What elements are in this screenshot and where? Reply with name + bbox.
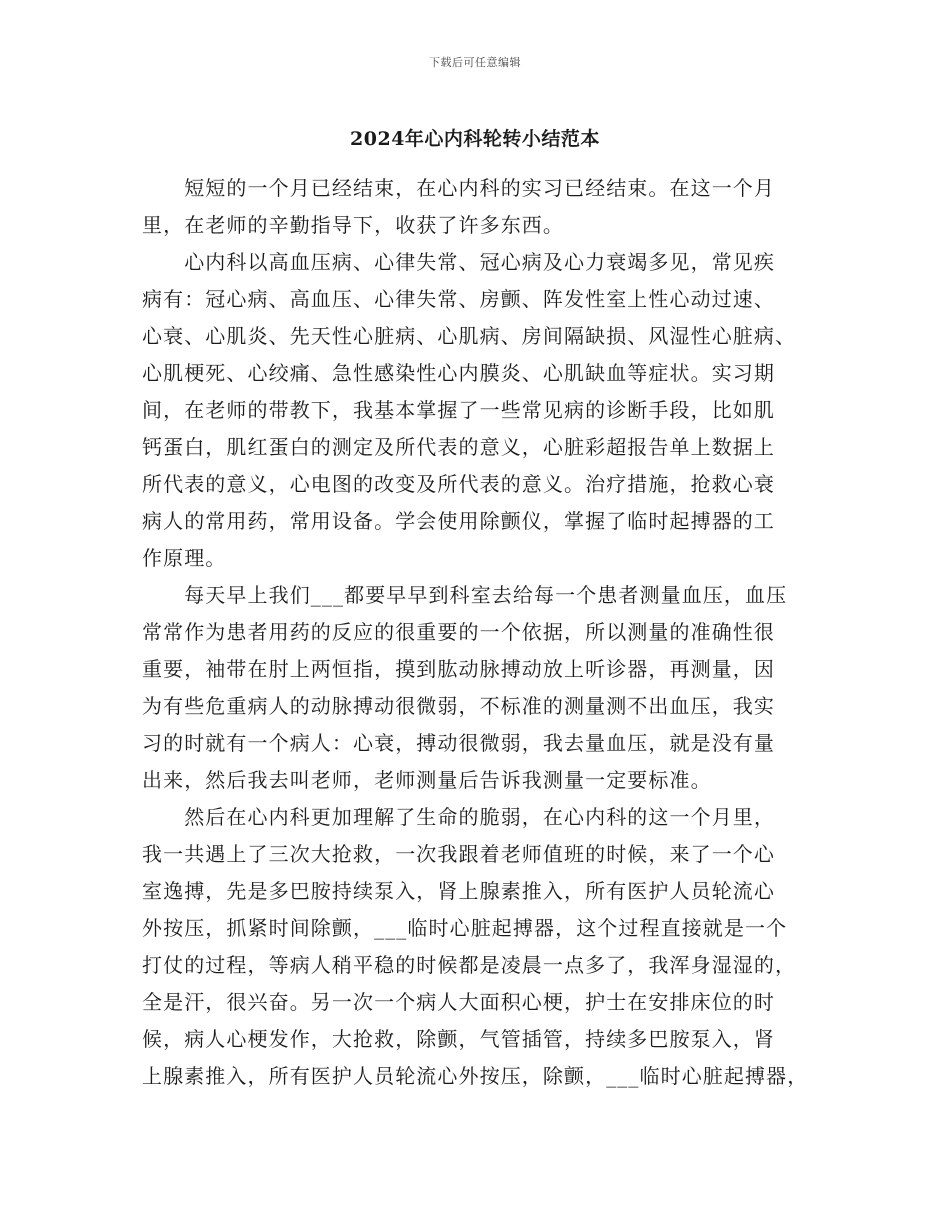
body-line: 病人的常用药，常用设备。学会使用除颤仪，掌握了临时起搏器的工 — [142, 509, 775, 533]
page-header-note: 下载后可任意编辑 — [429, 56, 521, 69]
document-title: 2024年心内科轮转小结范本 — [350, 128, 600, 150]
body-line: 打仗的过程，等病人稍平稳的时候都是凌晨一点多了，我浑身湿湿的， — [142, 953, 797, 977]
body-line: 常常作为患者用药的反应的很重要的一个依据，所以测量的准确性很 — [142, 620, 775, 644]
body-line: 病有：冠心病、高血压、心律失常、房颤、阵发性室上性心动过速、 — [142, 287, 775, 311]
body-line: 为有些危重病人的动脉搏动很微弱，不标准的测量测不出血压，我实 — [142, 694, 775, 718]
body-line: 钙蛋白，肌红蛋白的测定及所代表的意义，心脏彩超报告单上数据上 — [142, 435, 775, 459]
body-line: 所代表的意义，心电图的改变及所代表的意义。治疗措施，抢救心衰 — [142, 472, 775, 496]
body-line: 心内科以高血压病、心律失常、冠心病及心力衰竭多见，常见疾 — [142, 250, 775, 274]
body-line: 重要，袖带在肘上两恒指，摸到肱动脉搏动放上听诊器，再测量，因 — [142, 657, 775, 681]
body-line: 每天早上我们___都要早早到科室去给每一个患者测量血压，血压 — [142, 583, 788, 607]
body-line: 里，在老师的辛勤指导下，收获了许多东西。 — [142, 213, 564, 237]
body-line: 出来，然后我去叫老师，老师测量后告诉我测量一定要标准。 — [142, 768, 712, 792]
body-line: 然后在心内科更加理解了生命的脆弱，在心内科的这一个月里， — [142, 805, 775, 829]
body-line: 全是汗，很兴奋。另一次一个病人大面积心梗，护士在安排床位的时 — [142, 990, 775, 1014]
body-line: 习的时就有一个病人：心衰，搏动很微弱，我去量血压，就是没有量 — [142, 731, 775, 755]
body-line: 短短的一个月已经结束，在心内科的实习已经结束。在这一个月 — [142, 176, 775, 200]
body-line: 心衰、心肌炎、先天性心脏病、心肌病、房间隔缺损、风湿性心脏病、 — [142, 324, 797, 348]
body-line: 作原理。 — [142, 546, 227, 570]
body-line: 外按压，抓紧时间除颤，___临时心脏起搏器，这个过程直接就是一个 — [142, 916, 788, 940]
body-line: 我一共遇上了三次大抢救，一次我跟着老师值班的时候，来了一个心 — [142, 842, 775, 866]
body-line: 间，在老师的带教下，我基本掌握了一些常见病的诊断手段，比如肌 — [142, 398, 775, 422]
body-line: 上腺素推入，所有医护人员轮流心外按压，除颤，___临时心脏起搏器， — [142, 1064, 809, 1088]
body-line: 心肌梗死、心绞痛、急性感染性心内膜炎、心肌缺血等症状。实习期 — [142, 361, 775, 385]
body-line: 候，病人心梗发作，大抢救，除颤，气管插管，持续多巴胺泵入，肾 — [142, 1027, 775, 1051]
document-body — [142, 170, 814, 1095]
body-line: 室逸搏，先是多巴胺持续泵入，肾上腺素推入，所有医护人员轮流心 — [142, 879, 775, 903]
